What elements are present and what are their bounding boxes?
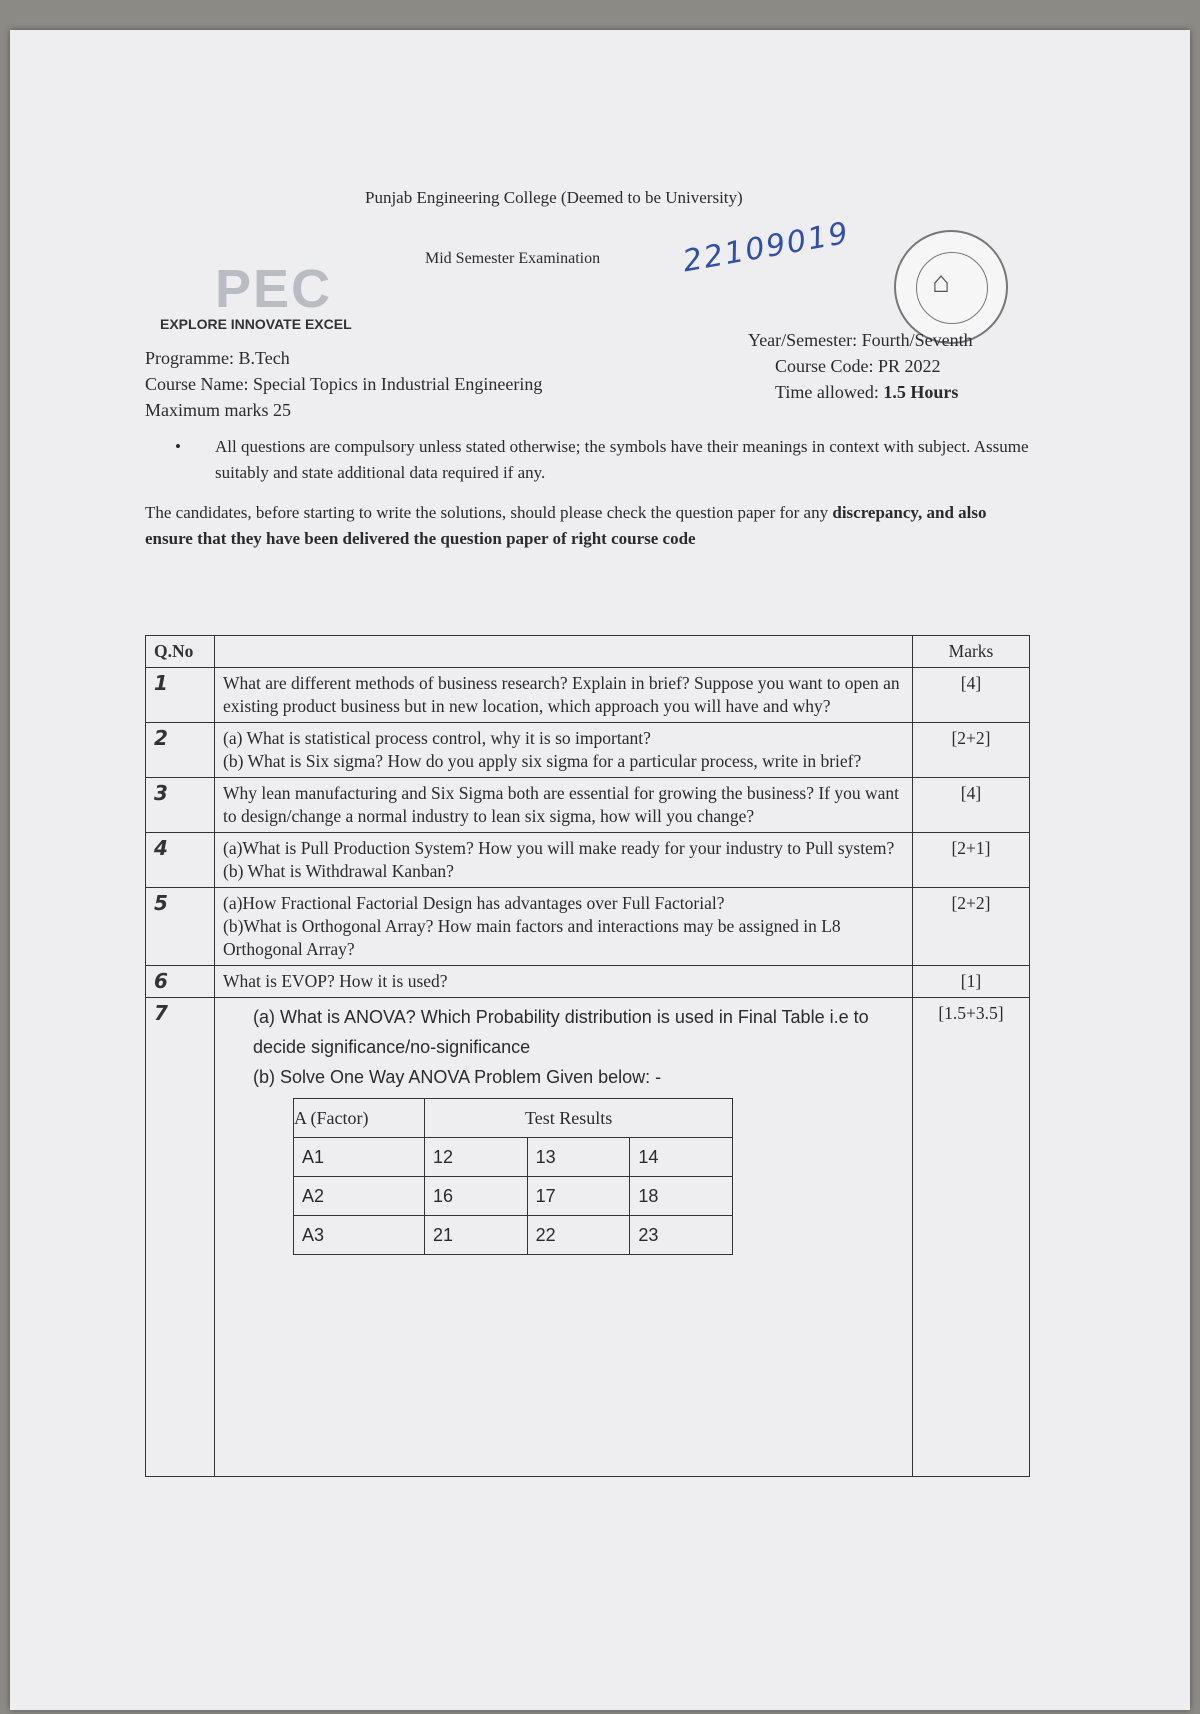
note-line-1: The candidates, before starting to write the solutions, should please check the question paper for any (145, 503, 829, 522)
course-name: Course Name: Special Topics in Industrial Engineering (145, 374, 543, 394)
question-part-a: (a)What is Pull Production System? How you will make ready for your industry to Pull system? (223, 838, 895, 858)
candidate-note (145, 500, 1035, 552)
tagline: EXPLORE INNOVATE EXCEL (160, 316, 352, 332)
exam-paper (10, 30, 1190, 1710)
time-allowed-value: 1.5 Hours (883, 382, 959, 402)
qno-header: Q.No (146, 636, 215, 668)
question-part-b: (b)What is Orthogonal Array? How main factors and interactions may be assigned in L8 Orthogonal Array? (223, 916, 841, 959)
bullet-icon: • (175, 437, 181, 456)
table-header (146, 636, 1030, 668)
question-row (146, 668, 1030, 723)
test-result: 14 (630, 1138, 733, 1177)
test-result: 21 (425, 1216, 528, 1255)
question-text (215, 723, 913, 778)
anova-row (294, 1138, 733, 1177)
factor-level: A2 (294, 1177, 425, 1216)
question-part-a: (a) What is statistical process control, why it is so important? (223, 728, 651, 748)
question-number: 4 (146, 833, 215, 888)
question-part-a: (a)How Fractional Factorial Design has advantages over Full Factorial? (223, 893, 725, 913)
test-result: 22 (527, 1216, 630, 1255)
test-result: 13 (527, 1138, 630, 1177)
university-name: Punjab Engineering College (Deemed to be University) (365, 188, 743, 207)
question-part-b: (b) What is Six sigma? How do you apply six sigma for a particular process, write in brief? (223, 751, 862, 771)
test-result: 23 (630, 1216, 733, 1255)
question-number: 6 (146, 966, 215, 998)
factor-level: A3 (294, 1216, 425, 1255)
question-text (215, 888, 913, 966)
question-text (215, 998, 913, 1477)
university-seal-icon: ⌂ (894, 230, 1008, 344)
question-text: What are different methods of business research? Explain in brief? Suppose you want to open an existing product business but in new location, which approach you will have and why? (215, 668, 913, 723)
question-number: 7 (146, 998, 215, 1477)
question-marks: [2+2] (913, 723, 1030, 778)
factor-level: A1 (294, 1138, 425, 1177)
anova-header-row (294, 1099, 733, 1138)
year-semester: Year/Semester: Fourth/Seventh (748, 330, 973, 350)
factor-header: A (Factor) (294, 1099, 425, 1138)
question-row (146, 723, 1030, 778)
question-number: 2 (146, 723, 215, 778)
pec-logo: PEC (215, 259, 333, 319)
anova-data-table (293, 1098, 733, 1255)
time-allowed (775, 382, 958, 403)
note-line-2: discrepancy, and also ensure that they have been delivered the question paper of right (145, 503, 987, 548)
question-row (146, 778, 1030, 833)
question-number: 3 (146, 778, 215, 833)
question-marks: [1] (913, 966, 1030, 998)
test-result: 12 (425, 1138, 528, 1177)
question-text: What is EVOP? How it is used? (215, 966, 913, 998)
anova-row (294, 1177, 733, 1216)
question-row (146, 833, 1030, 888)
handwritten-roll-number: 22109019 (680, 215, 853, 280)
marks-header: Marks (913, 636, 1030, 668)
question-part-b: (b) Solve One Way ANOVA Problem Given below: - (253, 1067, 662, 1087)
question-number: 1 (146, 668, 215, 723)
test-result: 17 (527, 1177, 630, 1216)
test-result: 18 (630, 1177, 733, 1216)
question-marks: [4] (913, 778, 1030, 833)
exam-title: Mid Semester Examination (425, 250, 601, 267)
question-marks: [2+1] (913, 833, 1030, 888)
question-text (215, 833, 913, 888)
anova-row (294, 1216, 733, 1255)
question-header (215, 636, 913, 668)
max-marks: Maximum marks 25 (145, 400, 291, 420)
course-code: Course Code: PR 2022 (775, 356, 941, 376)
results-header: Test Results (425, 1099, 733, 1138)
question-part-a: (a) What is ANOVA? Which Probability distribution is used in Final Table i.e to decide significance/no-significance (253, 1007, 869, 1057)
question-row (146, 888, 1030, 966)
question-marks: [1.5+3.5] (913, 998, 1030, 1477)
question-row (146, 998, 1030, 1477)
question-row (146, 966, 1030, 998)
question-number: 5 (146, 888, 215, 966)
question-table (145, 635, 1030, 1477)
question-text: Why lean manufacturing and Six Sigma both are essential for growing the business? If you want to design/change a normal industry to lean six sigma, how will you change? (215, 778, 913, 833)
question-marks: [4] (913, 668, 1030, 723)
question-marks: [2+2] (913, 888, 1030, 966)
instruction-text: All questions are compulsory unless stated otherwise; the symbols have their meanings in context with subject. Assume suitably and state additional data required if any. (215, 437, 1029, 482)
question-part-b: (b) What is Withdrawal Kanban? (223, 861, 454, 881)
time-allowed-label: Time allowed: (775, 382, 879, 402)
programme: Programme: B.Tech (145, 348, 290, 368)
test-result: 16 (425, 1177, 528, 1216)
note-course-code: course code (611, 529, 696, 548)
